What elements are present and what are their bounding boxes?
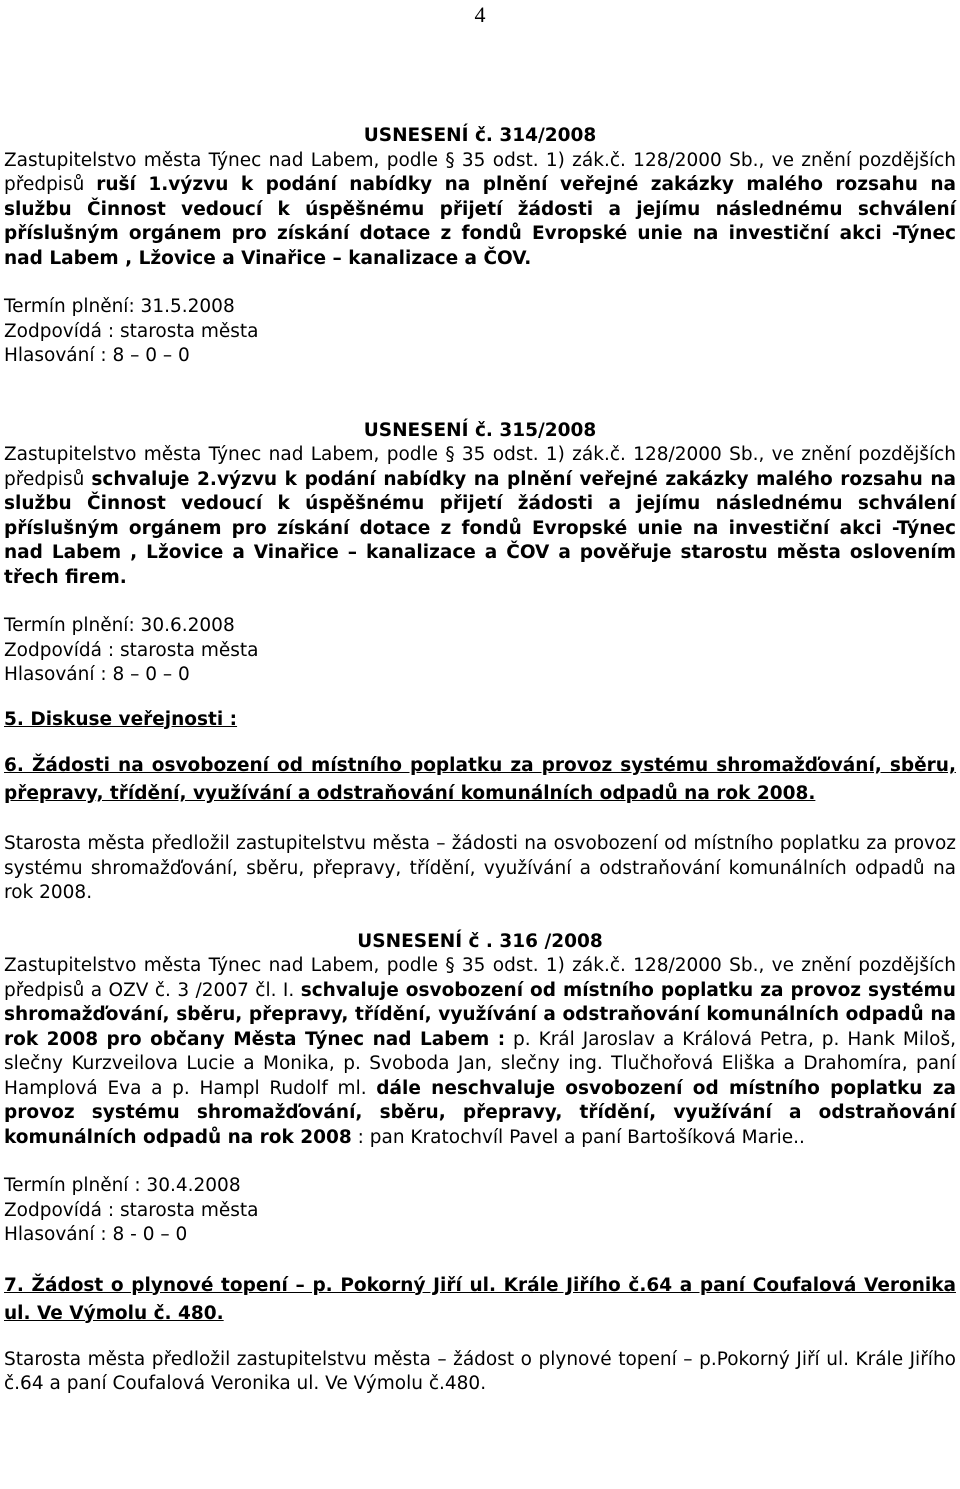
resolution-315-decision: schvaluje 2.výzvu k podání nabídky na plnění veřejné zakázky malého rozsahu na službu Činnost vedoucí k úspěšnému přijetí žádosti a jejímu následnému schválení příslušným orgánem pro získání dotace z fondů Evropské unie na investiční akci -Týnec nad Labem , Lžovice a Vinařice – kanalizace a ČOV a pověřuje starostu města oslovením třech firem. — [4, 468, 956, 588]
resolution-316-deadline: Termín plnění : 30.4.2008 — [4, 1175, 241, 1196]
resolution-315-title: USNESENÍ č. 315/2008 — [363, 419, 597, 441]
resolution-316-rejected-names: : pan Kratochvíl Pavel a paní Bartošíková Marie.. — [351, 1126, 805, 1148]
resolution-314-title: USNESENÍ č. 314/2008 — [363, 125, 597, 146]
resolution-316-title: USNESENÍ č . 316 /2008 — [357, 930, 603, 952]
resolution-316-text — [4, 954, 956, 1150]
resolution-316-rejection: dále neschvaluje osvobození od místního poplatku za provoz systému shromažďování, sběru, přepravy, třídění, využívání a odstraňování komunálních odpadů na rok 2008 — [4, 1077, 956, 1148]
resolution-314-responsible: Zodpovídá : starosta města — [4, 320, 259, 342]
resolution-316-preamble: Zastupitelstvo města Týnec nad Labem, podle § 35 odst. 1) zák.č. 128/2000 Sb., ve znění pozdějších předpisů a OZV č. 3 /2007 čl. I. — [4, 955, 956, 1001]
resolution-314-deadline: Termín plnění: 31.5.2008 — [4, 296, 235, 317]
section-5-heading: 5. Diskuse veřejnosti : — [4, 708, 238, 730]
resolution-316-approved-names: p. Král Jaroslav a Králová Petra, p. Hank Miloš, slečny Kurzveilova Lucie a Monika, p. Svoboda Jan, slečny ing. Tlučhořová Eliška a Drahomíra, paní Hamplová Eva a p. Hampl Rudolf ml. — [4, 1028, 956, 1099]
resolution-314-decision: ruší 1.výzvu k podání nabídky na plnění veřejné zakázky malého rozsahu na službu Činnost vedoucí k úspěšnému přijetí žádosti a jejímu následnému schválení příslušným orgánem pro získání dotace z fondů Evropské unie na investiční akci -Týnec nad Labem , Lžovice a Vinařice – kanalizace a ČOV. — [4, 174, 956, 269]
resolution-316-responsible: Zodpovídá : starosta města — [4, 1199, 259, 1221]
resolution-314-vote: Hlasování : 8 – 0 – 0 — [4, 345, 190, 366]
document-body — [4, 124, 956, 1397]
resolution-316-vote: Hlasování : 8 - 0 – 0 — [4, 1224, 188, 1245]
resolution-314-preamble: Zastupitelstvo města Týnec nad Labem, podle § 35 odst. 1) zák.č. 128/2000 Sb., ve znění pozdějších předpisů — [4, 149, 956, 195]
resolution-315-deadline: Termín plnění: 30.6.2008 — [4, 615, 235, 636]
resolution-315-responsible: Zodpovídá : starosta města — [4, 639, 259, 661]
section-6-intro: Starosta města předložil zastupitelstvu města – žádosti na osvobození od místního poplatku za provoz systému shromažďování, sběru, přepravy, třídění, využívání a odstraňování komunálních odpadů na rok 2008. — [4, 833, 956, 903]
resolution-315-preamble: Zastupitelstvo města Týnec nad Labem, podle § 35 odst. 1) zák.č. 128/2000 Sb., ve znění pozdějších předpisů — [4, 444, 956, 490]
resolution-315-vote: Hlasování : 8 – 0 – 0 — [4, 664, 190, 685]
resolution-314-text — [4, 149, 956, 272]
resolution-315-text — [4, 443, 956, 590]
section-6-heading: 6. Žádosti na osvobození od místního poplatku za provoz systému shromažďování, sběru, přepravy, třídění, využívání a odstraňování komunálních odpadů na rok 2008. — [4, 755, 956, 804]
resolution-316-approval: schvaluje osvobození od místního poplatku za provoz systému shromažďování, sběru, přepravy, třídění, využívání a odstraňování komunálních odpadů na rok 2008 pro občany Města Týnec nad Labem : — [4, 979, 956, 1050]
section-7-intro: Starosta města předložil zastupitelstvu města – žádost o plynové topení – p.Pokorný Jiří ul. Krále Jiřího č.64 a paní Coufalová Veronika ul. Ve Výmolu č.480. — [4, 1348, 956, 1394]
page-number: 4 — [474, 2, 486, 27]
section-7-heading: 7. Žádost o plynové topení – p. Pokorný Jiří ul. Krále Jiřího č.64 a paní Coufalová Veronika ul. Ve Výmolu č. 480. — [4, 1274, 956, 1324]
